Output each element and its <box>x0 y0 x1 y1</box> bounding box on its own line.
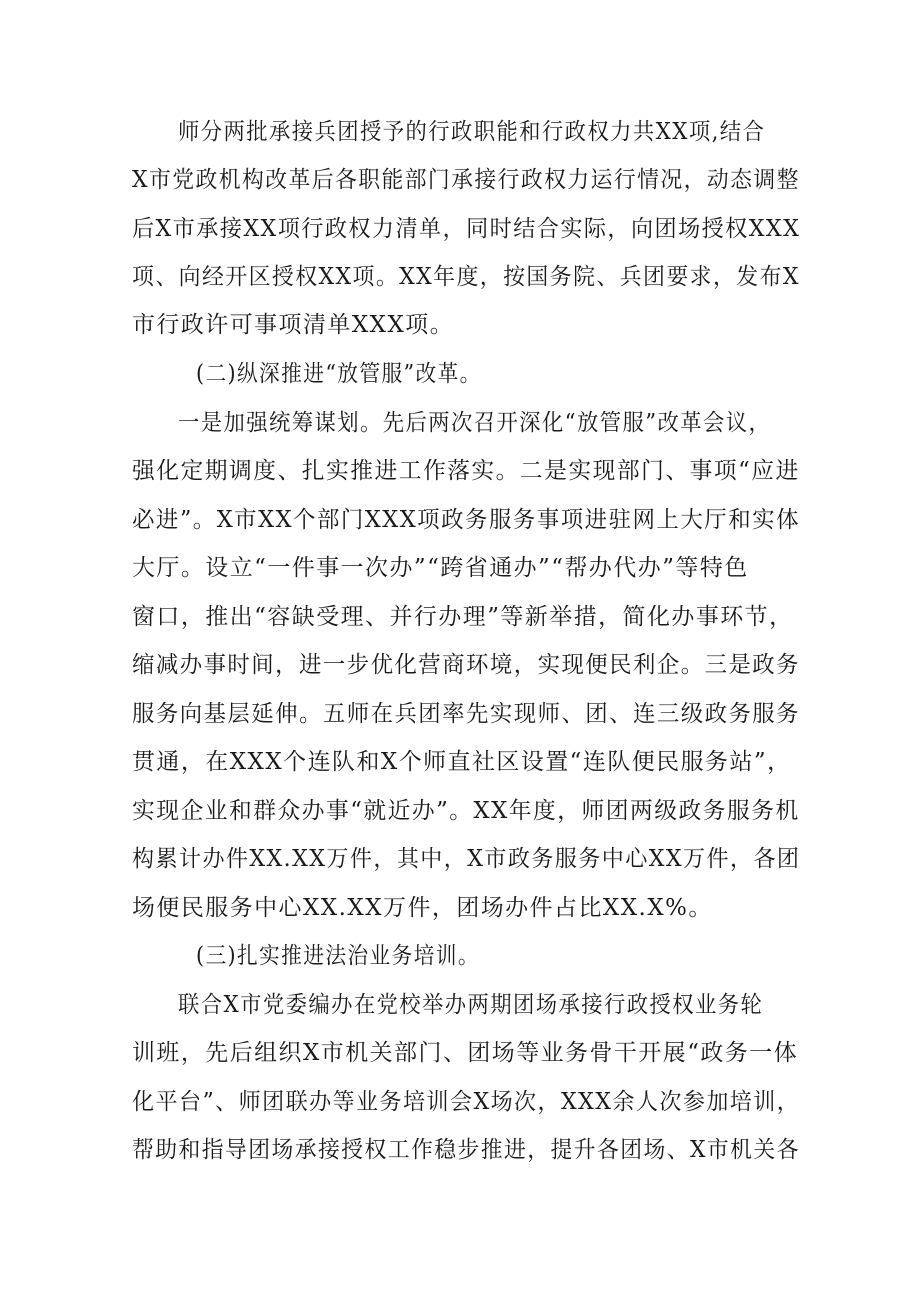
paragraph-line: 服务向基层延伸。五师在兵团率先实现师、团、连三级政务服务 <box>132 701 801 727</box>
paragraph-line: 窗口，推出“容缺受理、并行办理”等新举措，简化办事环节， <box>132 604 794 630</box>
paragraph-line: 市行政许可事项清单XXX项。 <box>132 312 455 338</box>
paragraph-line: 构累计办件XX.XX万件，其中，X市政务服务中心XX万件，各团 <box>132 846 801 872</box>
paragraph-line: 缩减办事时间，进一步优化营商环境，实现便民利企。三是政务 <box>132 652 801 678</box>
paragraph-line: 强化定期调度、扎实推进工作落实。二是实现部门、事项“应进 <box>132 458 800 484</box>
paragraph-line: 后X市承接XX项行政权力清单，同时结合实际，向团场授权XXX <box>132 216 801 242</box>
paragraph-line: 大厅。设立“一件事一次办”“跨省通办”“帮办代办”等特色 <box>132 555 749 581</box>
paragraph-line: 场便民服务中心XX.XX万件，团场办件占比XX.X%。 <box>132 895 713 921</box>
paragraph-line: 项、向经开区授权XX项。XX年度，按国务院、兵团要求，发布X <box>132 264 800 290</box>
paragraph-line: 实现企业和群众办事“就近办”。XX年度，师团两级政务服务机 <box>132 798 800 824</box>
paragraph-line: 化平台”、师团联办等业务培训会X场次，XXX余人次参加培训， <box>132 1089 801 1115</box>
paragraph-line: 贯通，在XXX个连队和X个师直社区设置“连队便民服务站”， <box>132 749 792 775</box>
paragraph-line: 帮助和指导团场承接授权工作稳步推进，提升各团场、X市机关各 <box>132 1137 800 1163</box>
paragraph-line: 联合X市党委编办在党校举办两期团场承接行政授权业务轮 <box>178 992 764 1018</box>
paragraph-line: X市党政机构改革后各职能部门承接行政权力运行情况，动态调整 <box>132 167 800 193</box>
paragraph-line: 师分两批承接兵团授予的行政职能和行政权力共XX项,结合 <box>178 119 766 145</box>
section-heading: (三)扎实推进法治业务培训。 <box>196 943 480 969</box>
paragraph-line: 一是加强统筹谋划。先后两次召开深化“放管服”改革会议， <box>178 410 772 436</box>
section-heading: (二)纵深推进“放管服”改革。 <box>196 361 482 387</box>
paragraph-line: 必进”。X市XX个部门XXX项政务服务事项进驻网上大厅和实体 <box>132 507 801 533</box>
paragraph-line: 训班，先后组织X市机关部门、团场等业务骨干开展“政务一体 <box>132 1040 799 1066</box>
